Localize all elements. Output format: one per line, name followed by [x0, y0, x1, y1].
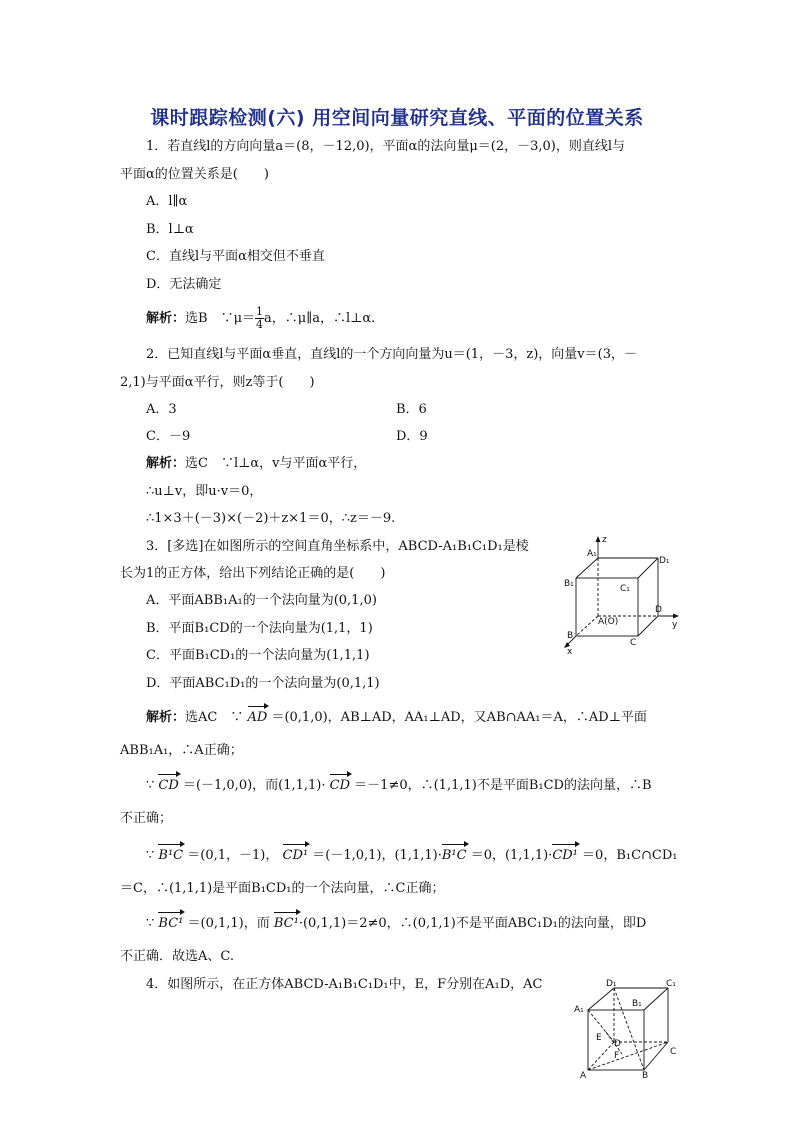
q1-stem-line1: 1．若直线l的方向向量a＝(8，－12,0)，平面α的法向量μ＝(2，－3,0)，则直线l与 — [146, 139, 626, 154]
q3-sol-5c: ＝(－1,0,1)，(1,1,1)· — [312, 848, 442, 863]
q3-sol-5e: ＝0，B₁C∩CD₁ — [582, 848, 678, 863]
vertex-a1-label: A₁ — [587, 549, 597, 559]
q3-sol-7a: ∵ — [146, 916, 155, 931]
q2-option-d: D．9 — [396, 429, 428, 444]
vertex-d-label: D — [614, 1039, 621, 1049]
vector-ad: AD — [247, 710, 268, 725]
q3-sol-3c: ＝－1≠0，∴(1,1,1)不是平面B₁CD的法向量，∴B — [354, 778, 652, 793]
fraction — [255, 306, 264, 331]
q3-solution-line1 — [146, 709, 647, 727]
q3-option-d: D．平面ABC₁D₁的一个法向量为(0,1,1) — [146, 676, 380, 691]
vertex-c-label: C — [630, 638, 637, 648]
vertex-b1-label: B₁ — [632, 999, 642, 1009]
q3-solution-line4: 不正确； — [120, 811, 173, 826]
q3-stem-line2: 长为1的正方体，给出下列结论正确的是( ) — [120, 566, 386, 581]
solution-label: 解析： — [146, 311, 186, 326]
q1-option-a: A．l∥α — [146, 194, 188, 209]
vertex-a-origin-label: A(O) — [598, 617, 619, 627]
q3-sol-3b: ＝(－1,0,0)，而(1,1,1)· — [182, 778, 326, 793]
vector-cd: CD — [158, 778, 179, 793]
q1-stem-line2: 平面α的位置关系是( ) — [120, 167, 269, 182]
page-title: 课时跟踪检测(六) 用空间向量研究直线、平面的位置关系 — [150, 107, 644, 129]
q2-solution-line3: ∴1×3＋(－3)×(－2)＋z×1＝0，∴z＝－9. — [146, 511, 396, 526]
q3-solution-line3 — [146, 777, 652, 795]
q1-option-b: B．l⊥α — [146, 222, 194, 237]
vertex-a-label: A — [580, 1071, 587, 1081]
q3-stem-line1: 3．[多选]在如图所示的空间直角坐标系中，ABCD-A₁B₁C₁D₁是棱 — [146, 539, 529, 554]
vertex-c1-label: C₁ — [620, 584, 630, 594]
fraction-denominator: 4 — [256, 318, 264, 331]
q3-solution-line8: 不正确．故选A、C. — [120, 949, 235, 964]
q2-option-b: B．6 — [396, 402, 427, 417]
cube-ef-figure — [570, 978, 688, 1082]
axis-y-label: y — [672, 620, 678, 630]
vector-cd1: CD¹ — [282, 848, 309, 863]
vector-cd1: CD¹ — [552, 848, 578, 863]
q2-option-c: C．－9 — [146, 429, 191, 444]
q3-solution-line5 — [146, 847, 678, 865]
vertex-c-label: C — [670, 1047, 677, 1057]
q3-solution-line7 — [146, 915, 646, 933]
q3-solution-line2: ABB₁A₁，∴A正确； — [120, 743, 243, 758]
q3-sol-7b: ＝(0,1,1)，而 — [187, 916, 270, 931]
q4-stem-line1: 4．如图所示，在正方体ABCD-A₁B₁C₁D₁中，E，F分别在A₁D，AC — [146, 977, 543, 992]
q1-option-c: C．直线l与平面α相交但不垂直 — [146, 249, 325, 264]
vertex-b-label: B — [567, 631, 574, 641]
vector-bc1: BC¹ — [273, 916, 299, 931]
vector-b1c: B¹C — [158, 848, 184, 863]
vertex-d-label: D — [655, 605, 662, 615]
q2-solution-line1 — [146, 455, 366, 473]
vertex-b-label: B — [642, 1071, 649, 1081]
point-f-label: F — [614, 1051, 620, 1061]
q1-solution-post: a，∴μ∥a，∴l⊥α. — [264, 311, 376, 326]
q3-sol-1a: 选AC ∵ — [185, 710, 244, 725]
q3-sol-7c: ·(0,1,1)＝2≠0，∴(0,1,1)不是平面ABC₁D₁的法向量，即D — [298, 916, 647, 931]
vertex-b1-label: B₁ — [564, 579, 574, 589]
axis-x-label: x — [567, 647, 573, 657]
vector-cd: CD — [329, 778, 351, 793]
solution-label: 解析： — [146, 456, 186, 471]
q3-sol-3a: ∵ — [146, 778, 155, 793]
q2-stem-line2: 2,1)与平面α平行，则z等于( ) — [120, 375, 315, 390]
q1-option-d: D．无法确定 — [146, 277, 222, 292]
vector-b1c: B¹C — [441, 848, 467, 863]
cube-coordinate-figure — [558, 534, 684, 658]
q1-solution — [146, 306, 375, 331]
q3-sol-1b: ＝(0,1,0)，AB⊥AD，AA₁⊥AD，又AB∩AA₁＝A，∴AD⊥平面 — [271, 710, 647, 725]
point-e-label: E — [596, 1033, 602, 1043]
q2-option-a: A．3 — [146, 402, 177, 417]
vertex-c1-label: C₁ — [666, 979, 676, 989]
q3-sol-5d: ＝0，(1,1,1)· — [470, 848, 553, 863]
vertex-a1-label: A₁ — [574, 1005, 584, 1015]
q2-stem-line1: 2．已知直线l与平面α垂直，直线l的一个方向向量为u＝(1，－3，z)，向量v＝(3，－ — [146, 347, 637, 362]
q1-solution-pre: 选B ∵μ＝ — [185, 311, 256, 326]
q3-solution-line6: ＝C，∴(1,1,1)是平面B₁CD₁的一个法向量，∴C正确； — [120, 881, 445, 896]
solution-label: 解析： — [146, 710, 186, 725]
q3-sol-5a: ∵ — [146, 848, 155, 863]
q3-sol-5b: ＝(0,1，－1)， — [187, 848, 279, 863]
q3-option-c: C．平面B₁CD₁的一个法向量为(1,1,1) — [146, 648, 370, 663]
vertex-d1-label: D₁ — [659, 556, 670, 566]
q2-solution-line2: ∴u⊥v，即u·v＝0， — [146, 484, 263, 499]
q3-option-b: B．平面B₁CD的一个法向量为(1,1，1) — [146, 621, 373, 636]
vertex-d1-label: D₁ — [606, 979, 617, 989]
q3-option-a: A．平面ABB₁A₁的一个法向量为(0,1,0) — [146, 593, 377, 608]
q2-solution-text1: 选C ∵l⊥α，v与平面α平行， — [185, 456, 367, 471]
axis-z-label: z — [602, 535, 607, 545]
fraction-numerator: 1 — [256, 305, 264, 318]
vector-bc1: BC¹ — [158, 916, 184, 931]
